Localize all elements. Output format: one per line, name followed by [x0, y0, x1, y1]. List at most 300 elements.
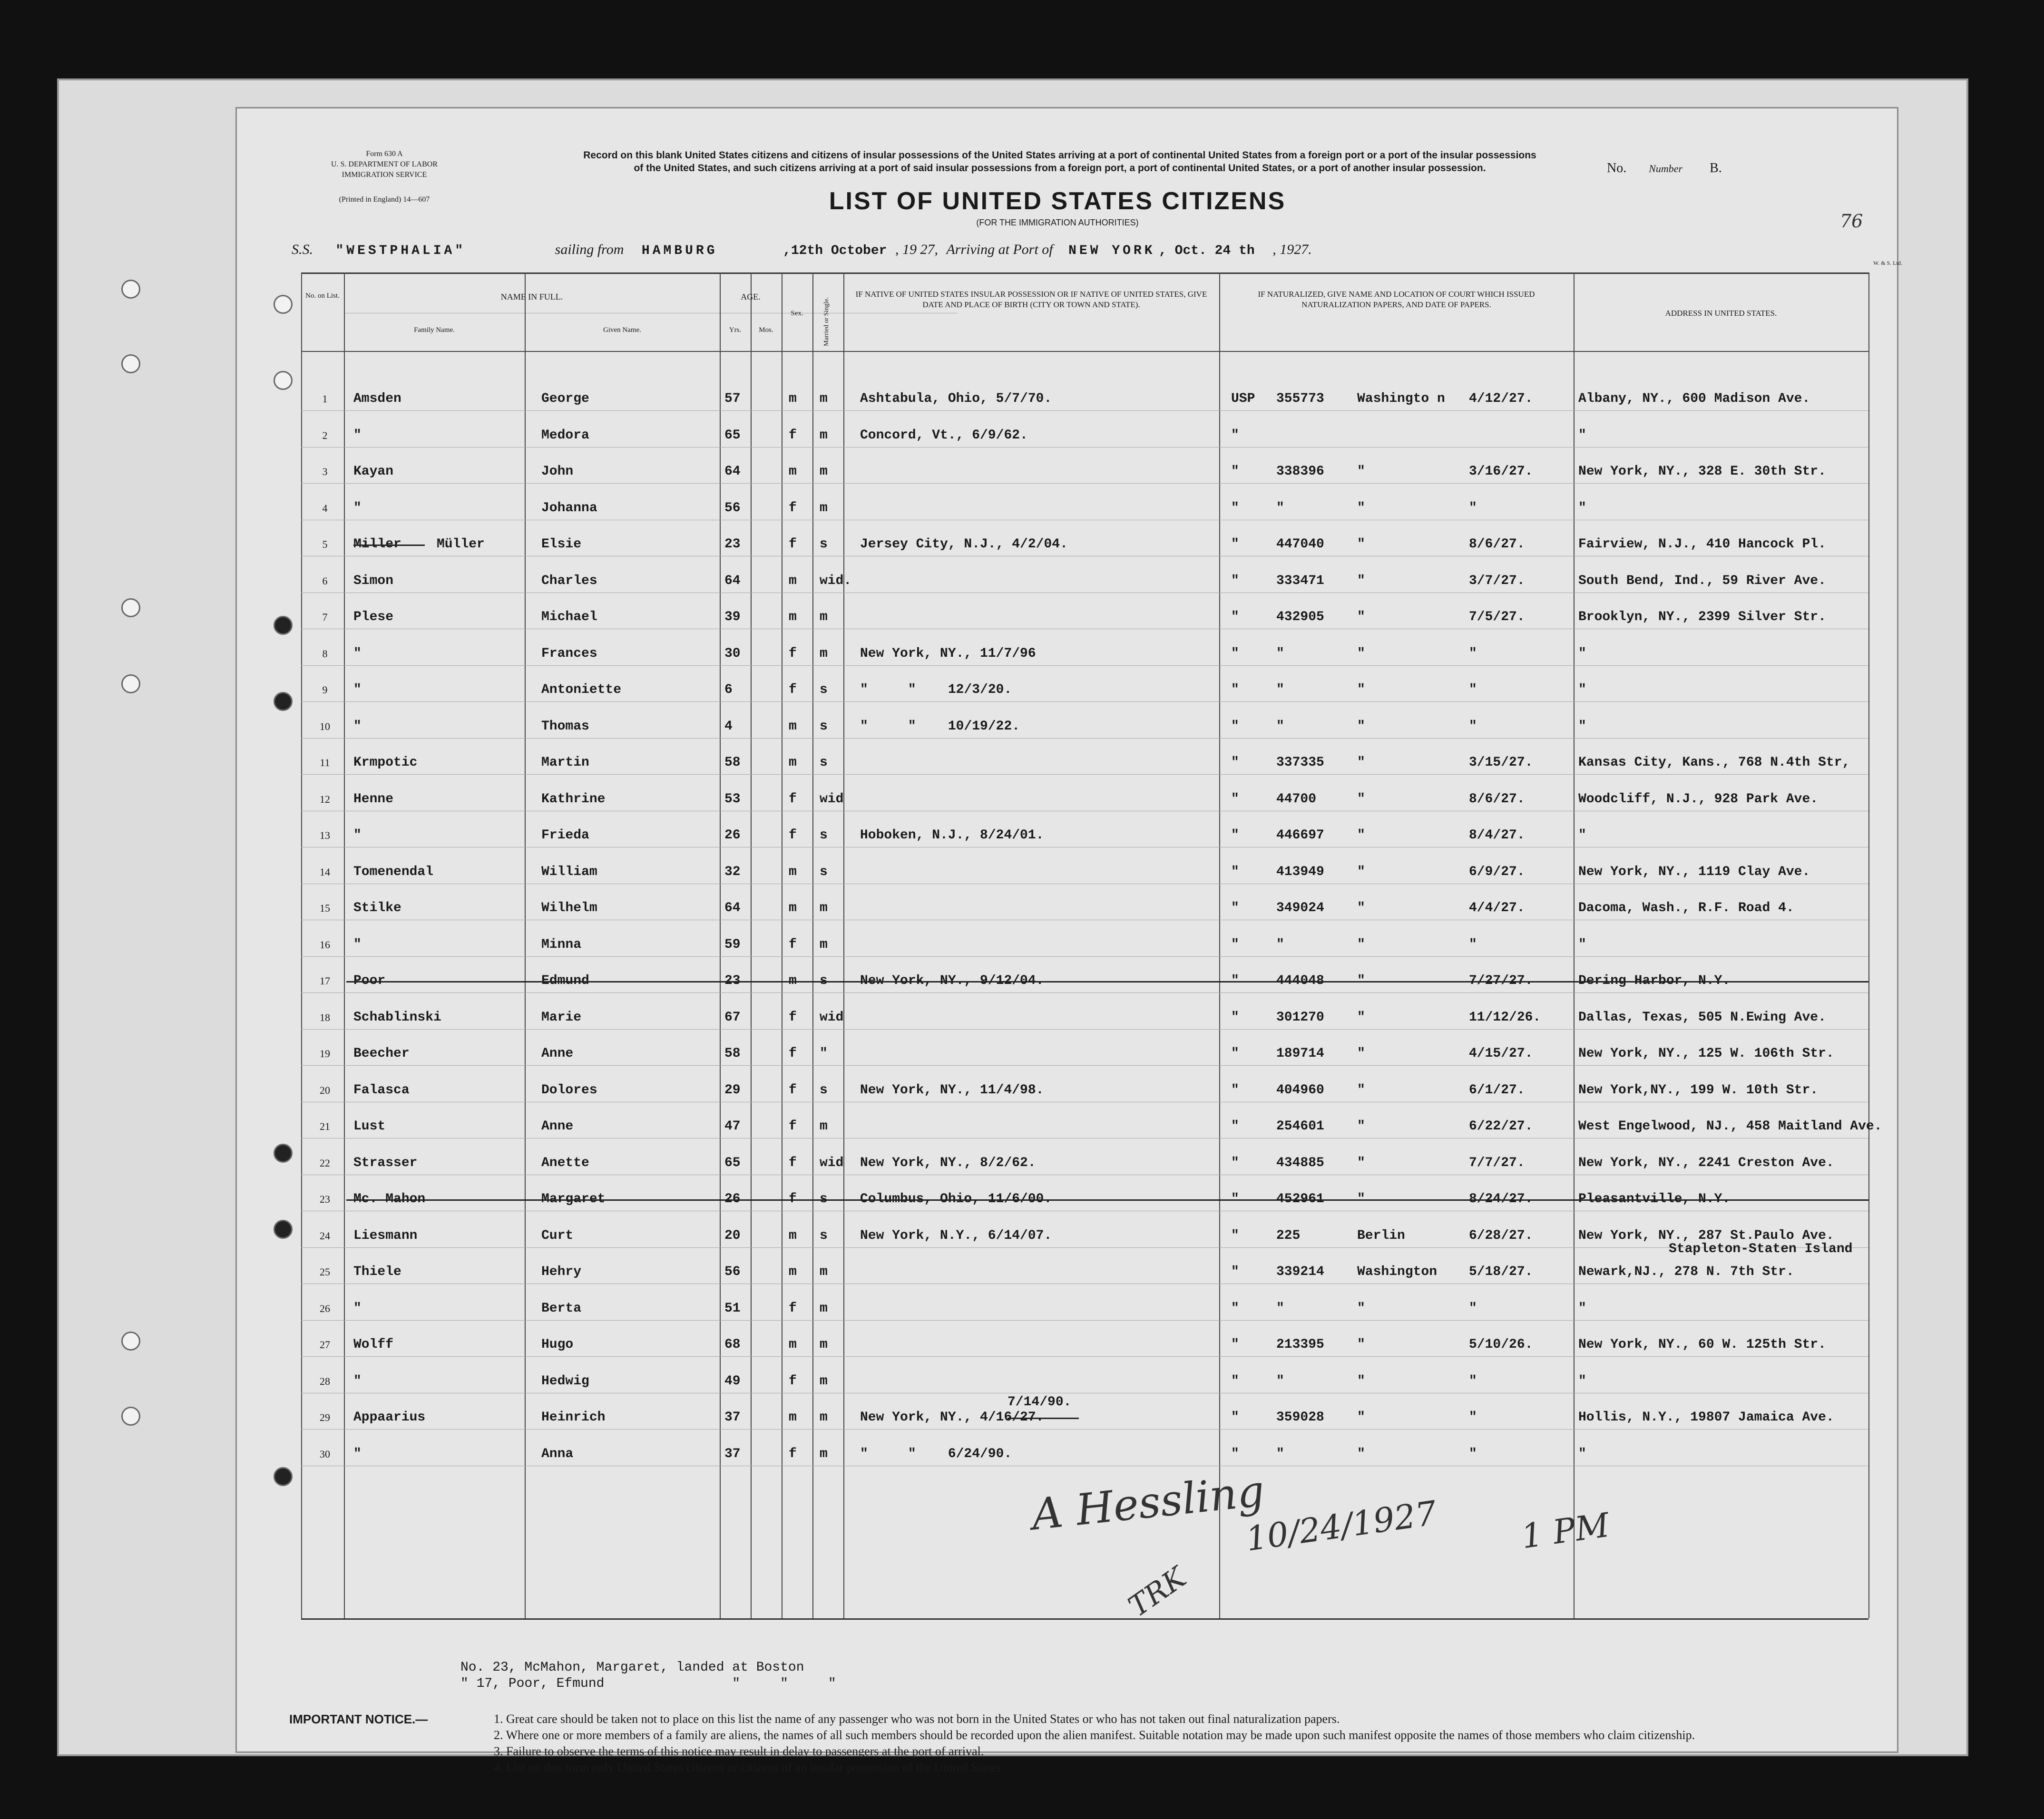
cell-family: "	[353, 682, 362, 697]
cell-yrs: 51	[724, 1301, 741, 1316]
cell-family: "	[353, 1301, 362, 1316]
cell-birth: Jersey City, N.J., 4/2/04.	[860, 537, 1068, 552]
cell-given: Edmund	[541, 973, 589, 988]
cell-no: 6	[322, 575, 328, 587]
cell-address-line2: Stapleton-Staten Island	[1669, 1242, 1853, 1256]
cell-nat-c: Washingto n	[1357, 391, 1445, 406]
inspector-signature: A Hessling	[1029, 1466, 1267, 1540]
cell-sex: f	[789, 1119, 797, 1134]
cell-nat-d: 11/12/26.	[1469, 1010, 1541, 1025]
cell-no: 15	[320, 902, 330, 914]
cell-nat-a: "	[1231, 901, 1239, 915]
cell-family: Miller	[353, 537, 401, 552]
cell-nat-b: 189714	[1276, 1046, 1324, 1061]
cell-nat-c: "	[1357, 1374, 1365, 1389]
cell-ms: wid	[820, 1010, 844, 1025]
cell-nat-c: "	[1357, 1156, 1365, 1170]
cell-nat-b: 444048	[1276, 973, 1324, 988]
cell-address: New York, NY., 60 W. 125th Str.	[1578, 1337, 1826, 1352]
preamble: Record on this blank United States citizens and citizens of insular possessions of the United States arriving at a port of continental United States from a foreign port or a port of the insular possessions of the United States, and such citizens arriving at a port of said insular possessions from a foreign port, a port of continental United States, or a port of another insular possession.	[583, 150, 1536, 174]
cell-address: New York, NY., 2241 Creston Ave.	[1578, 1156, 1834, 1170]
cell-nat-a: "	[1231, 501, 1239, 516]
cell-yrs: 65	[724, 428, 741, 443]
cell-ms: s	[820, 755, 828, 770]
cell-nat-a: "	[1231, 1447, 1239, 1461]
row-rule	[301, 956, 1868, 957]
row-rule	[301, 665, 1868, 666]
cell-yrs: 49	[724, 1374, 741, 1389]
cell-yrs: 58	[724, 1046, 741, 1061]
cell-yrs: 37	[724, 1447, 741, 1461]
cell-birth: Columbus, Ohio, 11/6/00.	[860, 1192, 1052, 1206]
cell-birth: " " 6/24/90.	[860, 1447, 1012, 1461]
cell-ms: wid.	[820, 574, 852, 588]
cell-given: Wilhelm	[541, 901, 597, 915]
cell-nat-c: "	[1357, 610, 1365, 624]
col-rule	[720, 272, 721, 1618]
cell-given: Antoniette	[541, 682, 622, 697]
row-rule	[301, 992, 1868, 993]
cell-ms: s	[820, 1192, 828, 1206]
cell-nat-d: 5/18/27.	[1469, 1265, 1533, 1279]
cell-nat-c: "	[1357, 501, 1365, 516]
cell-nat-b: 333471	[1276, 574, 1324, 588]
cell-ms: m	[820, 646, 828, 661]
cell-nat-c: "	[1357, 1192, 1365, 1206]
cell-yrs: 4	[724, 719, 733, 734]
cell-address: Woodcliff, N.J., 928 Park Ave.	[1578, 792, 1819, 807]
cell-address: "	[1578, 1374, 1586, 1389]
cell-yrs: 67	[724, 1010, 741, 1025]
row-rule	[301, 1065, 1868, 1066]
punch-hole	[121, 1332, 140, 1351]
departure-port: HAMBURG	[641, 243, 718, 258]
cell-family: Simon	[353, 574, 394, 588]
notice-item: 3. Failure to observe the terms of this notice may result in delay to passengers at the port of arrival.	[494, 1744, 984, 1758]
cell-given: Dolores	[541, 1083, 597, 1098]
number-value: B.	[1710, 161, 1722, 175]
cell-given: Berta	[541, 1301, 582, 1316]
cell-no: 12	[320, 793, 330, 805]
row-rule	[301, 1247, 1868, 1248]
cell-family: "	[353, 937, 362, 952]
cell-nat-a: "	[1231, 865, 1239, 879]
cell-no: 30	[320, 1448, 330, 1460]
cell-nat-a: "	[1231, 719, 1239, 734]
cell-no: 25	[320, 1266, 330, 1278]
cell-nat-b: "	[1276, 682, 1284, 697]
punch-hole	[121, 674, 140, 693]
cell-given: Hedwig	[541, 1374, 589, 1389]
header-mos: Mos.	[759, 326, 773, 334]
cell-yrs: 68	[724, 1337, 741, 1352]
cell-address: Albany, NY., 600 Madison Ave.	[1578, 391, 1810, 406]
cell-sex: f	[789, 1010, 797, 1025]
cell-address: Brooklyn, NY., 2399 Silver Str.	[1578, 610, 1826, 624]
cell-nat-b: 339214	[1276, 1265, 1324, 1279]
notice-item: 2. Where one or more members of a family are aliens, the names of all such members should be recorded upon the alien manifest. Suitable notation may be made upon such manifest opposite the names of those members who claim citizenship.	[494, 1728, 1695, 1742]
cell-sex: f	[789, 828, 797, 843]
cell-given: Johanna	[541, 501, 597, 516]
cell-address: West Engelwood, NJ., 458 Maitland Ave.	[1578, 1119, 1882, 1134]
cell-no: 8	[322, 648, 328, 660]
table-bottom-rule	[301, 1618, 1868, 1620]
cell-sex: f	[789, 537, 797, 552]
department: U. S. DEPARTMENT OF LABOR	[331, 160, 438, 168]
cell-yrs: 20	[724, 1228, 741, 1243]
cell-nat-d: 7/7/27.	[1469, 1156, 1525, 1170]
cell-nat-d: "	[1469, 1374, 1477, 1389]
cell-nat-c: "	[1357, 464, 1365, 479]
cell-no: 11	[320, 757, 330, 768]
cell-nat-b: 413949	[1276, 865, 1324, 879]
cell-given: Frances	[541, 646, 597, 661]
col-rule	[344, 272, 345, 1618]
cell-nat-d: "	[1469, 682, 1477, 697]
cell-ms: s	[820, 865, 828, 879]
cell-sex: m	[789, 574, 797, 588]
cell-nat-d: "	[1469, 501, 1477, 516]
cell-address: "	[1578, 719, 1586, 734]
cell-nat-d: 6/9/27.	[1469, 865, 1525, 879]
cell-nat-a: "	[1231, 1083, 1239, 1098]
cell-yrs: 29	[724, 1083, 741, 1098]
page-number: 76	[1840, 211, 1863, 232]
cell-nat-b: "	[1276, 646, 1284, 661]
cell-ms: m	[820, 901, 828, 915]
cell-family: Appaarius	[353, 1410, 426, 1425]
cell-nat-d: 8/4/27.	[1469, 828, 1525, 843]
cell-given: John	[541, 464, 574, 479]
cell-nat-b: "	[1276, 1447, 1284, 1461]
cell-address: New York, NY., 1119 Clay Ave.	[1578, 865, 1810, 879]
cell-family: "	[353, 828, 362, 843]
notice-label: IMPORTANT NOTICE.—	[289, 1712, 428, 1726]
cell-address: Hollis, N.Y., 19807 Jamaica Ave.	[1578, 1410, 1834, 1425]
cell-address: Newark,NJ., 278 N. 7th Str.	[1578, 1265, 1794, 1279]
cell-nat-b: 225	[1276, 1228, 1301, 1243]
cell-sex: m	[789, 464, 797, 479]
cell-yrs: 26	[724, 828, 741, 843]
cell-ms: s	[820, 1228, 828, 1243]
landing-notes	[460, 1660, 836, 1692]
cell-ms: m	[820, 610, 828, 624]
cell-nat-c: "	[1357, 865, 1365, 879]
cell-nat-c: "	[1357, 973, 1365, 988]
row-rule	[301, 1320, 1868, 1321]
row-rule	[301, 1429, 1868, 1430]
cell-family: Thiele	[353, 1265, 401, 1279]
punch-hole	[274, 692, 293, 711]
cell-given: Charles	[541, 574, 597, 588]
cell-given: Anette	[541, 1156, 589, 1170]
cell-yrs: 23	[724, 537, 741, 552]
cell-sex: f	[789, 1192, 797, 1206]
cell-nat-b: 432905	[1276, 610, 1324, 624]
page-title: LIST OF UNITED STATES CITIZENS	[829, 187, 1286, 215]
cell-nat-b: "	[1276, 501, 1284, 516]
cell-nat-b: 446697	[1276, 828, 1324, 843]
cell-birth: New York, NY., 9/12/04.	[860, 973, 1044, 988]
row-strikethrough	[346, 981, 1868, 982]
cell-nat-c: "	[1357, 1083, 1365, 1098]
punch-hole	[274, 295, 293, 314]
cell-given: William	[541, 865, 597, 879]
cell-nat-a: "	[1231, 428, 1239, 443]
cell-yrs: 6	[724, 682, 733, 697]
cell-ms: m	[820, 937, 828, 952]
cell-nat-b: "	[1276, 719, 1284, 734]
cell-nat-c: "	[1357, 719, 1365, 734]
cell-nat-b: 301270	[1276, 1010, 1324, 1025]
cell-address: "	[1578, 1447, 1586, 1461]
cell-nat-b: 213395	[1276, 1337, 1324, 1352]
col-rule	[751, 272, 752, 1618]
form-identifier	[303, 149, 465, 205]
cell-address: "	[1578, 682, 1586, 697]
printed-note: (Printed in England) 14—607	[339, 195, 430, 204]
cell-nat-b: 337335	[1276, 755, 1324, 770]
cell-sex: f	[789, 1083, 797, 1098]
cell-nat-c: "	[1357, 1301, 1365, 1316]
cell-yrs: 30	[724, 646, 741, 661]
cell-birth-correction: 7/14/90.	[1007, 1395, 1072, 1410]
cell-nat-a: "	[1231, 1156, 1239, 1170]
cell-nat-b: 254601	[1276, 1119, 1324, 1134]
header-naturalized: IF NATURALIZED, GIVE NAME AND LOCATION OF COURT WHICH ISSUED NATURALIZATION PAPERS, AND DATE OF PAPERS.	[1258, 290, 1535, 309]
cell-given: Minna	[541, 937, 582, 952]
departure-year: , 19 27,	[895, 242, 938, 257]
cell-nat-a: "	[1231, 1046, 1239, 1061]
cell-nat-a: "	[1231, 1265, 1239, 1279]
departure-date: ,12th October	[783, 243, 887, 258]
cell-address: South Bend, Ind., 59 River Ave.	[1578, 574, 1826, 588]
cell-no: 5	[322, 538, 328, 550]
cell-no: 26	[320, 1303, 330, 1314]
cell-address: Pleasantville, N.Y.	[1578, 1192, 1731, 1206]
printer-mark: W. & S. Ltd.	[1873, 260, 1902, 266]
cell-nat-b: 355773	[1276, 391, 1324, 406]
header-sex: Sex.	[791, 310, 803, 317]
cell-nat-d: 7/27/27.	[1469, 973, 1533, 988]
cell-family: Schablinski	[353, 1010, 441, 1025]
cell-yrs: 26	[724, 1192, 741, 1206]
cell-address: Fairview, N.J., 410 Hancock Pl.	[1578, 537, 1826, 552]
row-rule	[301, 410, 1868, 411]
cell-nat-d: "	[1469, 1410, 1477, 1425]
header-given: Given Name.	[603, 326, 641, 334]
cell-nat-b: 44700	[1276, 792, 1317, 807]
cell-sex: f	[789, 937, 797, 952]
cell-nat-a: "	[1231, 1410, 1239, 1425]
cell-family: Kayan	[353, 464, 394, 479]
arrival-year: , 1927.	[1272, 242, 1312, 257]
cell-nat-c: "	[1357, 646, 1365, 661]
cell-family: Poor	[353, 973, 386, 988]
cell-birth: New York, NY., 4/16/27.	[860, 1410, 1044, 1425]
row-rule	[301, 774, 1868, 775]
cell-no: 16	[320, 939, 330, 951]
cell-ms: s	[820, 682, 828, 697]
punch-hole	[121, 598, 140, 617]
cell-family: "	[353, 719, 362, 734]
cell-ms: m	[820, 391, 828, 406]
inspection-date: 10/24/1927	[1243, 1493, 1439, 1559]
cell-no: 19	[320, 1048, 330, 1060]
cell-sex: m	[789, 391, 797, 406]
cell-nat-c: "	[1357, 901, 1365, 915]
cell-sex: f	[789, 646, 797, 661]
cell-yrs: 47	[724, 1119, 741, 1134]
cell-birth: Concord, Vt., 6/9/62.	[860, 428, 1028, 443]
cell-no: 14	[320, 866, 330, 878]
cell-sex: f	[789, 792, 797, 807]
cell-nat-b: 452961	[1276, 1192, 1324, 1206]
cell-nat-a: "	[1231, 1374, 1239, 1389]
cell-ms: s	[820, 973, 828, 988]
cell-nat-d: 4/12/27.	[1469, 391, 1533, 406]
cell-family: Wolff	[353, 1337, 394, 1352]
cell-given: Elsie	[541, 537, 582, 552]
cell-nat-c: "	[1357, 1447, 1365, 1461]
col-rule	[1219, 272, 1220, 1618]
strikethrough	[1007, 1418, 1079, 1419]
arrival-date: , Oct. 24 th	[1159, 243, 1255, 258]
cell-birth: New York, NY., 8/2/62.	[860, 1156, 1036, 1170]
cell-address: New York,NY., 199 W. 10th Str.	[1578, 1083, 1819, 1098]
col-rule	[843, 272, 844, 1618]
cell-no: 18	[320, 1012, 330, 1023]
cell-no: 20	[320, 1084, 330, 1096]
notice-item: 1. Great care should be taken not to place on this list the name of any passenger who was not born in the United States or who has not taken out final naturalization papers.	[494, 1712, 1340, 1726]
cell-ms: m	[820, 1119, 828, 1134]
punch-hole	[274, 1220, 293, 1239]
cell-birth: Ashtabula, Ohio, 5/7/70.	[860, 391, 1052, 406]
col-rule	[1868, 272, 1869, 1618]
cell-nat-d: 3/7/27.	[1469, 574, 1525, 588]
cell-family: "	[353, 1374, 362, 1389]
cell-nat-d: 3/15/27.	[1469, 755, 1533, 770]
cell-nat-a: "	[1231, 1192, 1239, 1206]
punch-hole	[274, 1467, 293, 1486]
cell-sex: f	[789, 1046, 797, 1061]
cell-nat-d: 4/15/27.	[1469, 1046, 1533, 1061]
cell-address: "	[1578, 428, 1586, 443]
cell-sex: f	[789, 682, 797, 697]
cell-given: Heinrich	[541, 1410, 606, 1425]
cell-nat-d: "	[1469, 1301, 1477, 1316]
cell-nat-c: "	[1357, 1046, 1365, 1061]
cell-given: Hehry	[541, 1265, 582, 1279]
cell-birth: New York, N.Y., 6/14/07.	[860, 1228, 1052, 1243]
cell-nat-a: "	[1231, 828, 1239, 843]
cell-yrs: 32	[724, 865, 741, 879]
cell-nat-c: "	[1357, 792, 1365, 807]
cell-nat-a: "	[1231, 973, 1239, 988]
cell-birth: Hoboken, N.J., 8/24/01.	[860, 828, 1044, 843]
cell-yrs: 59	[724, 937, 741, 952]
cell-address: New York, NY., 287 St.Paulo Ave.	[1578, 1228, 1834, 1243]
cell-nat-c: Berlin	[1357, 1228, 1405, 1243]
cell-nat-b: 338396	[1276, 464, 1324, 479]
punch-hole	[274, 1144, 293, 1163]
cell-nat-b: 359028	[1276, 1410, 1324, 1425]
cell-family: Falasca	[353, 1083, 410, 1098]
cell-nat-a: "	[1231, 610, 1239, 624]
cell-nat-a: "	[1231, 1010, 1239, 1025]
cell-address: Dallas, Texas, 505 N.Ewing Ave.	[1578, 1010, 1826, 1025]
cell-nat-a: "	[1231, 755, 1239, 770]
punch-hole	[121, 1407, 140, 1426]
cell-address: "	[1578, 646, 1586, 661]
cell-sex: m	[789, 1410, 797, 1425]
cell-nat-a: "	[1231, 574, 1239, 588]
cell-nat-a: USP	[1231, 391, 1255, 406]
form-number: Form 630 A	[366, 150, 403, 158]
header-name: NAME IN FULL.	[500, 292, 563, 302]
ss-label: S.S.	[292, 242, 313, 257]
cell-no: 23	[320, 1193, 330, 1205]
cell-ms: m	[820, 428, 828, 443]
cell-family: Amsden	[353, 391, 401, 406]
cell-nat-d: 7/5/27.	[1469, 610, 1525, 624]
cell-nat-d: 8/6/27.	[1469, 792, 1525, 807]
cell-nat-c: "	[1357, 937, 1365, 952]
cell-sex: m	[789, 901, 797, 915]
cell-sex: m	[789, 1265, 797, 1279]
cell-nat-c: "	[1357, 1337, 1365, 1352]
cell-nat-c: "	[1357, 755, 1365, 770]
cell-yrs: 37	[724, 1410, 741, 1425]
punch-hole	[121, 354, 140, 373]
cell-no: 13	[320, 829, 330, 841]
cell-given: Margaret	[541, 1192, 606, 1206]
cell-family-corrected: Müller	[437, 537, 485, 552]
col-rule	[301, 272, 302, 1618]
cell-no: 10	[320, 720, 330, 732]
cell-sex: m	[789, 973, 797, 988]
cell-ms: s	[820, 537, 828, 552]
cell-no: 2	[322, 429, 328, 441]
cell-ms: s	[820, 828, 828, 843]
cell-given: Michael	[541, 610, 597, 624]
ship-name: "WESTPHALIA"	[335, 243, 466, 258]
cell-given: Anne	[541, 1119, 574, 1134]
cell-nat-c: "	[1357, 537, 1365, 552]
punch-hole	[274, 371, 293, 390]
cell-nat-c: "	[1357, 682, 1365, 697]
cell-ms: m	[820, 1265, 828, 1279]
cell-sex: f	[789, 1156, 797, 1170]
cell-yrs: 65	[724, 1156, 741, 1170]
service: IMMIGRATION SERVICE	[342, 171, 427, 179]
cell-nat-d: 8/6/27.	[1469, 537, 1525, 552]
cell-ms: s	[820, 1083, 828, 1098]
cell-nat-b: 349024	[1276, 901, 1324, 915]
cell-nat-a: "	[1231, 1337, 1239, 1352]
cell-ms: m	[820, 464, 828, 479]
cell-no: 9	[322, 684, 328, 696]
notice-item: 4. List on this form only United States citizens or citizens of an insular possession of the United States.	[494, 1761, 1004, 1774]
cell-no: 29	[320, 1411, 330, 1423]
cell-address: "	[1578, 1301, 1586, 1316]
header-married: Married or Single.	[823, 297, 830, 346]
cell-given: Curt	[541, 1228, 574, 1243]
arriving-label: Arriving at Port of	[946, 242, 1053, 257]
cell-nat-c: "	[1357, 1119, 1365, 1134]
cell-birth: New York, NY., 11/4/98.	[860, 1083, 1044, 1098]
cell-yrs: 39	[724, 610, 741, 624]
